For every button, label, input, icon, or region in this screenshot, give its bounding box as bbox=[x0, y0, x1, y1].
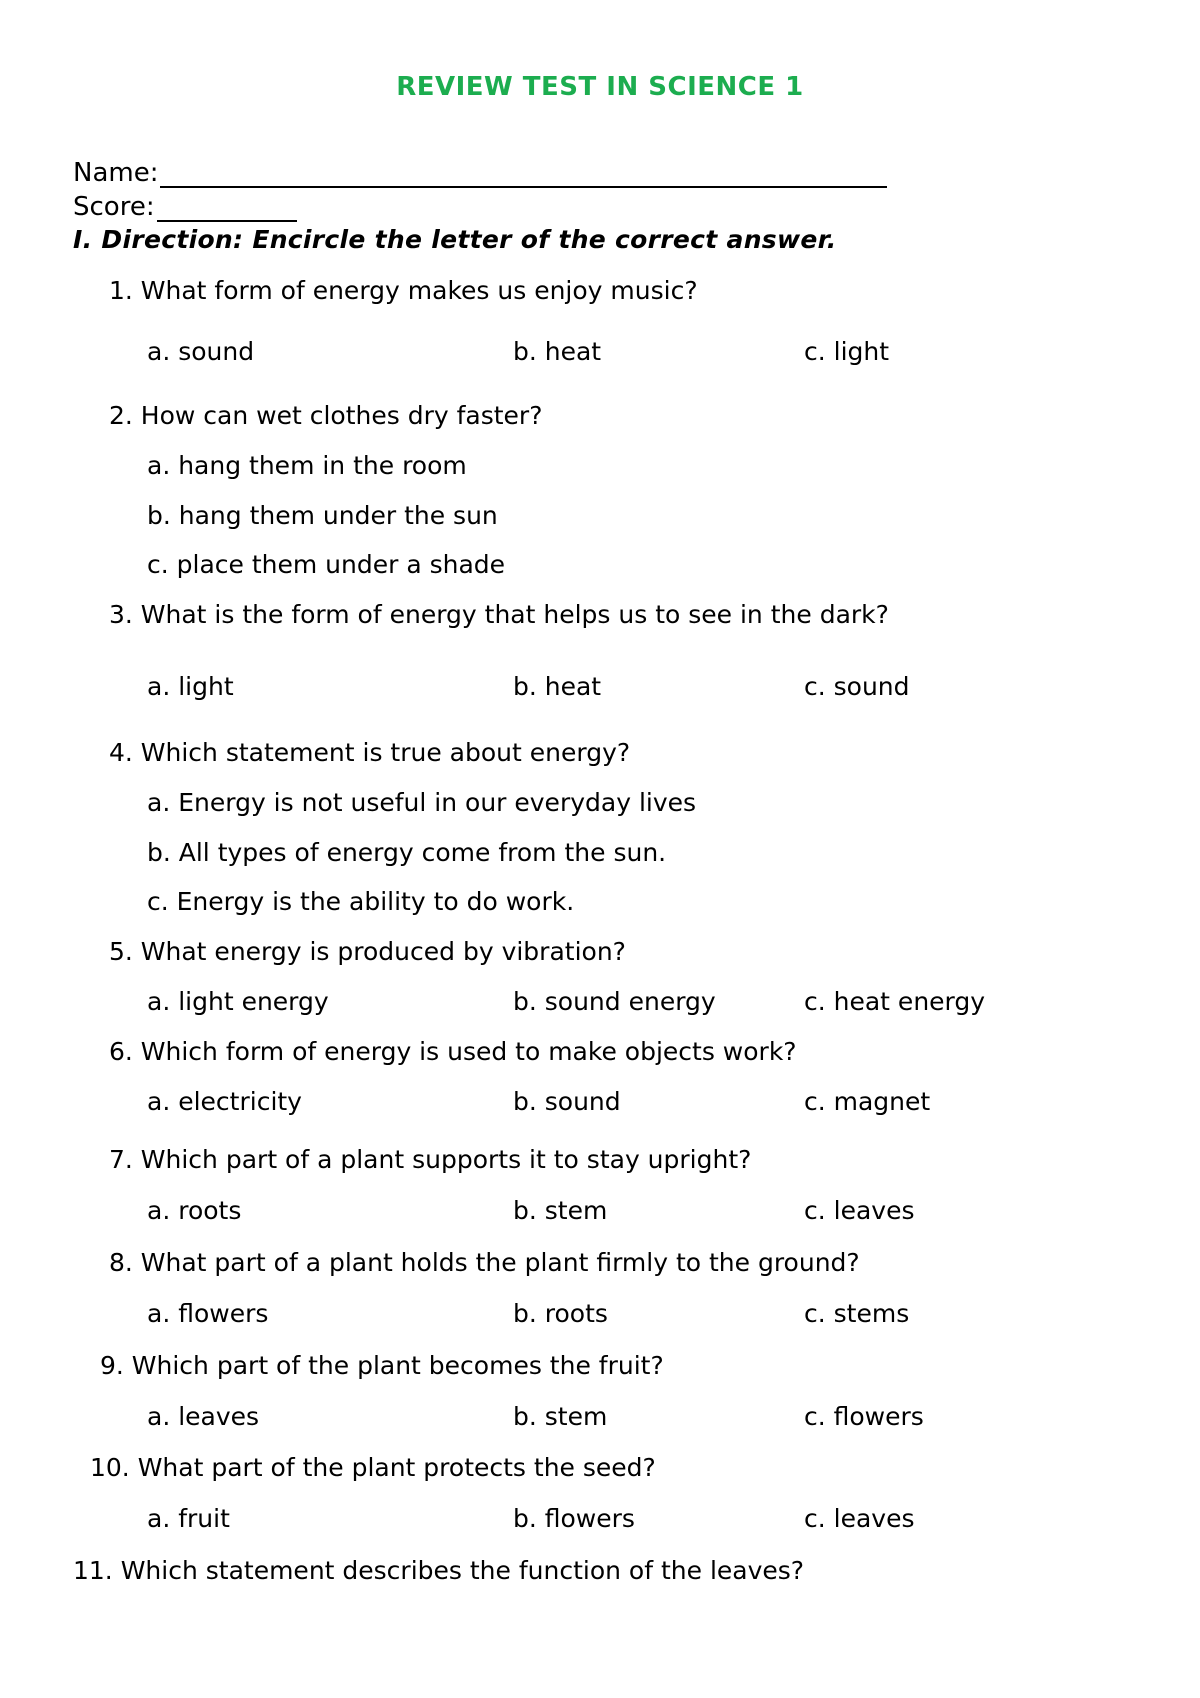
question-7-option-c: c. leaves bbox=[804, 1196, 915, 1225]
name-blank-line[interactable] bbox=[160, 164, 887, 188]
question-10: 10. What part of the plant protects the seed? bbox=[90, 1453, 656, 1482]
question-4-option-b: b. All types of energy come from the sun. bbox=[147, 838, 667, 867]
question-10-option-c: c. leaves bbox=[804, 1504, 915, 1533]
question-7-option-a: a. roots bbox=[147, 1196, 242, 1225]
question-3-option-b: b. heat bbox=[513, 672, 602, 701]
direction-text: I. Direction: Encircle the letter of the correct answer. bbox=[73, 225, 837, 254]
question-3: 3. What is the form of energy that helps us to see in the dark? bbox=[109, 600, 889, 629]
question-2-option-c: c. place them under a shade bbox=[147, 550, 506, 579]
name-field bbox=[73, 158, 887, 188]
question-1-option-c: c. light bbox=[804, 337, 890, 366]
question-1: 1. What form of energy makes us enjoy music? bbox=[109, 276, 698, 305]
question-6-option-b: b. sound bbox=[513, 1087, 621, 1116]
question-8-option-b: b. roots bbox=[513, 1299, 608, 1328]
question-8-option-a: a. flowers bbox=[147, 1299, 269, 1328]
question-9-option-b: b. stem bbox=[513, 1402, 608, 1431]
question-2-option-a: a. hang them in the room bbox=[147, 451, 467, 480]
score-blank-line[interactable] bbox=[157, 198, 297, 222]
question-6: 6. Which form of energy is used to make objects work? bbox=[109, 1037, 797, 1066]
question-4-option-c: c. Energy is the ability to do work. bbox=[147, 887, 575, 916]
question-5-option-c: c. heat energy bbox=[804, 987, 986, 1016]
question-9: 9. Which part of the plant becomes the fruit? bbox=[100, 1351, 664, 1380]
question-9-option-a: a. leaves bbox=[147, 1402, 260, 1431]
question-8-option-c: c. stems bbox=[804, 1299, 910, 1328]
question-6-option-c: c. magnet bbox=[804, 1087, 931, 1116]
question-4-option-a: a. Energy is not useful in our everyday lives bbox=[147, 788, 697, 817]
question-8: 8. What part of a plant holds the plant firmly to the ground? bbox=[109, 1248, 860, 1277]
question-6-option-a: a. electricity bbox=[147, 1087, 302, 1116]
question-11: 11. Which statement describes the function of the leaves? bbox=[73, 1556, 805, 1585]
question-2: 2. How can wet clothes dry faster? bbox=[109, 401, 543, 430]
name-label: Name: bbox=[73, 158, 159, 188]
score-label: Score: bbox=[73, 192, 155, 222]
question-5-option-a: a. light energy bbox=[147, 987, 329, 1016]
question-7-option-b: b. stem bbox=[513, 1196, 608, 1225]
question-9-option-c: c. flowers bbox=[804, 1402, 924, 1431]
question-3-option-c: c. sound bbox=[804, 672, 910, 701]
question-1-option-b: b. heat bbox=[513, 337, 602, 366]
question-10-option-b: b. flowers bbox=[513, 1504, 635, 1533]
question-2-option-b: b. hang them under the sun bbox=[147, 501, 498, 530]
question-1-option-a: a. sound bbox=[147, 337, 255, 366]
page-title: REVIEW TEST IN SCIENCE 1 bbox=[396, 72, 804, 102]
question-4: 4. Which statement is true about energy? bbox=[109, 738, 631, 767]
score-field bbox=[73, 192, 297, 222]
question-7: 7. Which part of a plant supports it to stay upright? bbox=[109, 1145, 752, 1174]
question-10-option-a: a. fruit bbox=[147, 1504, 230, 1533]
question-5: 5. What energy is produced by vibration? bbox=[109, 937, 626, 966]
question-3-option-a: a. light bbox=[147, 672, 234, 701]
question-5-option-b: b. sound energy bbox=[513, 987, 716, 1016]
